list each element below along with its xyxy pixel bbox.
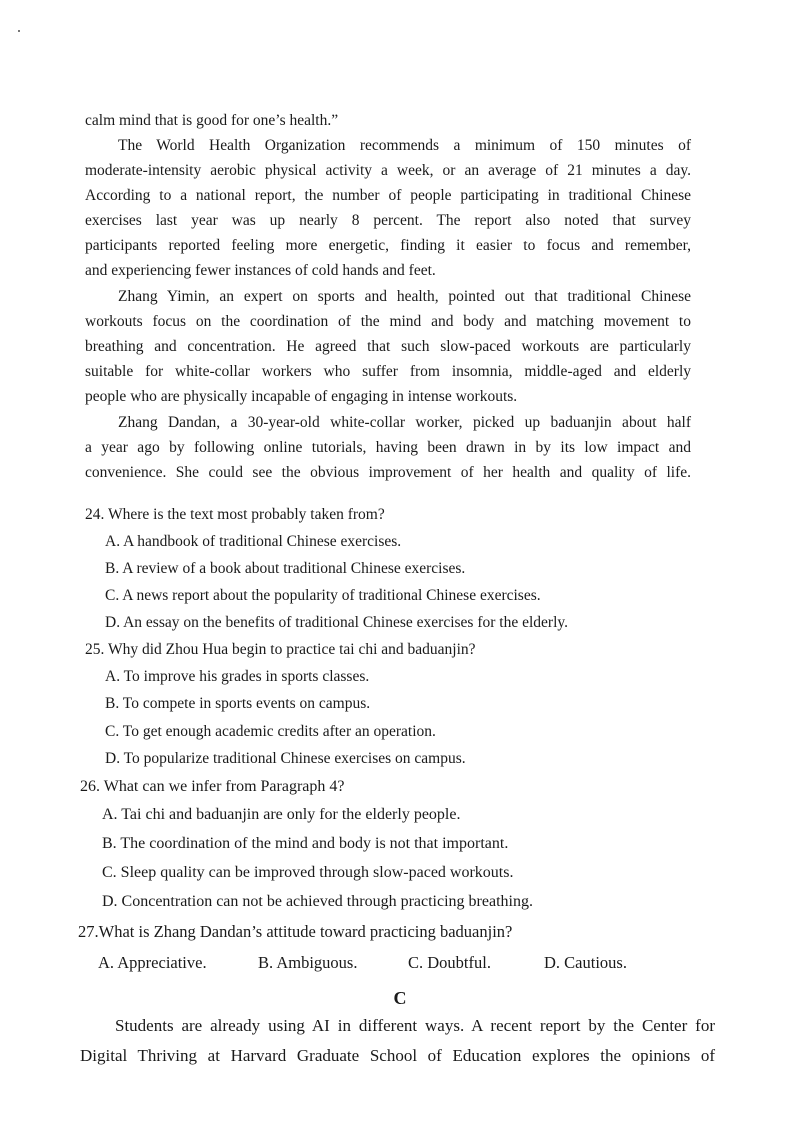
passage-line: The World Health Organization recommends a minimum of 150 minutes of [118, 137, 691, 154]
passage-line: participants reported feeling more energetic, finding it easier to focus and remember, [85, 237, 691, 254]
option-d[interactable]: D. To popularize traditional Chinese exercises on campus. [105, 750, 466, 767]
question-stem: 25. Why did Zhou Hua begin to practice tai chi and baduanjin? [85, 641, 476, 658]
option-a[interactable]: A. Tai chi and baduanjin are only for the elderly people. [102, 806, 461, 823]
question-stem: 26. What can we infer from Paragraph 4? [80, 778, 345, 795]
option-d[interactable]: D. Concentration can not be achieved through practicing breathing. [102, 893, 533, 910]
option-c[interactable]: C. Doubtful. [408, 953, 491, 972]
passage-line: suitable for white-collar workers who suffer from insomnia, middle-aged and elderly [85, 363, 691, 380]
option-d[interactable]: D. An essay on the benefits of traditional Chinese exercises for the elderly. [105, 614, 568, 631]
question-stem: 24. Where is the text most probably taken from? [85, 506, 385, 523]
passage-line: According to a national report, the number of people participating in traditional Chinese [85, 187, 691, 204]
passage-line: workouts focus on the coordination of the mind and body and matching movement to [85, 313, 691, 330]
passage-line: people who are physically incapable of engaging in intense workouts. [85, 388, 518, 405]
option-c[interactable]: C. Sleep quality can be improved through slow-paced workouts. [102, 864, 514, 881]
passage-line: Zhang Yimin, an expert on sports and health, pointed out that traditional Chinese [118, 288, 691, 305]
passage-line: breathing and concentration. He agreed that such slow-paced workouts are particularly [85, 338, 691, 355]
option-c[interactable]: C. A news report about the popularity of traditional Chinese exercises. [105, 587, 541, 604]
passage-line: moderate-intensity aerobic physical activity a week, or an average of 21 minutes a day. [85, 162, 691, 179]
option-c[interactable]: C. To get enough academic credits after an operation. [105, 723, 436, 740]
passage-line: Digital Thriving at Harvard Graduate School of Education explores the opinions of [80, 1046, 715, 1065]
option-a[interactable]: A. To improve his grades in sports classes. [105, 668, 370, 685]
section-heading: C [393, 988, 407, 1008]
passage-line: Zhang Dandan, a 30-year-old white-collar worker, picked up baduanjin about half [118, 414, 691, 431]
scan-dot [18, 30, 20, 32]
option-b[interactable]: B. Ambiguous. [258, 953, 358, 972]
options-row [98, 952, 638, 974]
passage-line: exercises last year was up nearly 8 percent. The report also noted that survey [85, 212, 691, 229]
passage-line: calm mind that is good for one’s health.” [85, 112, 339, 129]
option-a[interactable]: A. A handbook of traditional Chinese exercises. [105, 533, 402, 550]
passage-line: and experiencing fewer instances of cold hands and feet. [85, 262, 436, 279]
passage-line: a year ago by following online tutorials, having been drawn in by its low impact and [85, 439, 691, 456]
option-a[interactable]: A. Appreciative. [98, 953, 207, 972]
option-b[interactable]: B. A review of a book about traditional Chinese exercises. [105, 560, 466, 577]
passage-line: convenience. She could see the obvious improvement of her health and quality of life. [85, 464, 691, 481]
passage-line: Students are already using AI in different ways. A recent report by the Center for [115, 1016, 715, 1035]
option-b[interactable]: B. To compete in sports events on campus. [105, 695, 371, 712]
option-b[interactable]: B. The coordination of the mind and body is not that important. [102, 835, 509, 852]
option-d[interactable]: D. Cautious. [544, 953, 627, 972]
question-stem: 27.What is Zhang Dandan’s attitude toward practicing baduanjin? [78, 922, 513, 941]
